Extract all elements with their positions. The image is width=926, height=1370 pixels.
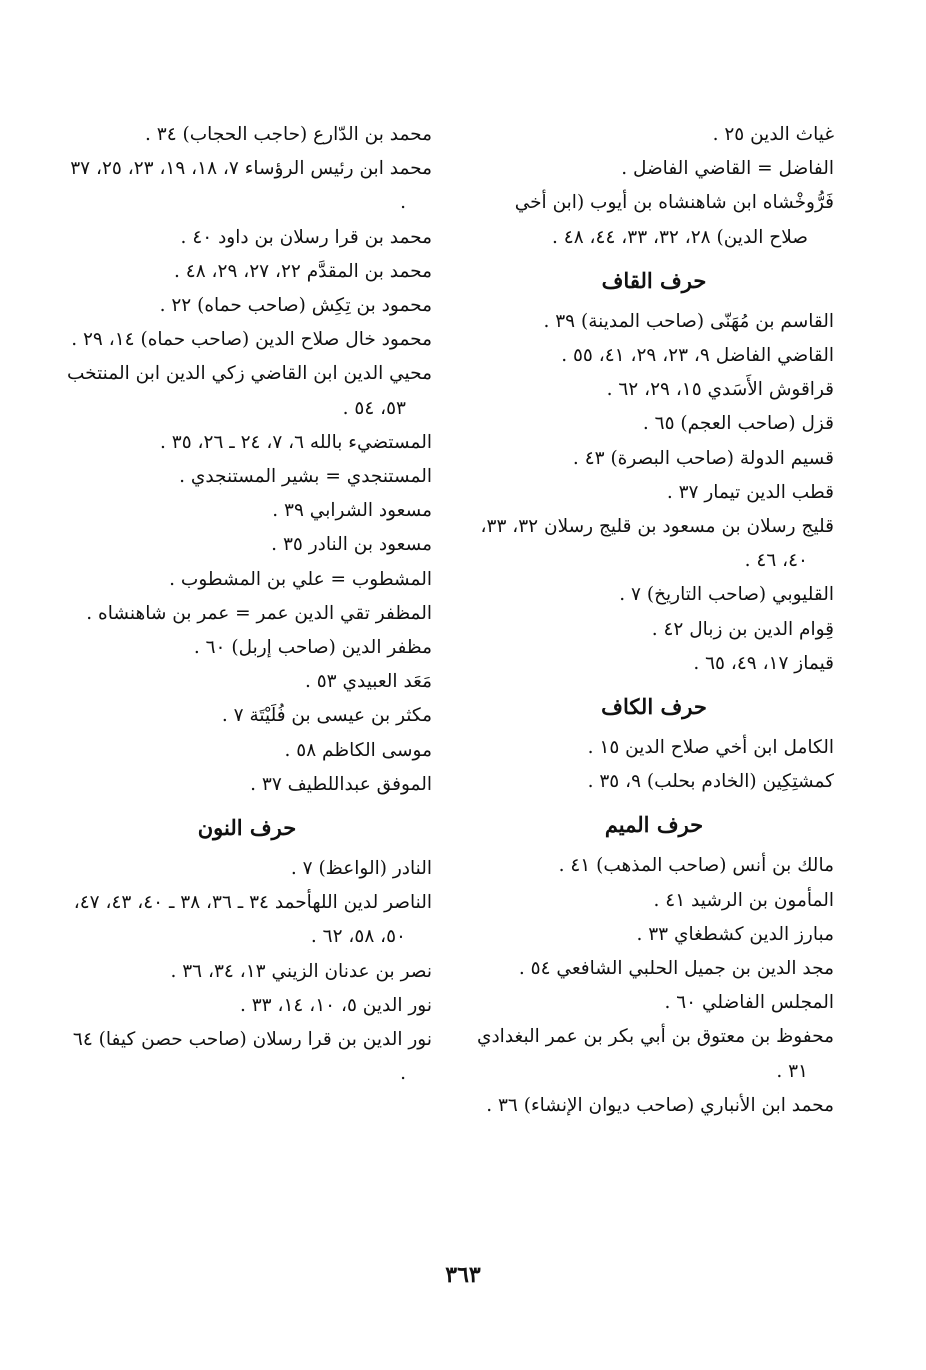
index-entry: نور الدين ٥، ١٠، ١٤، ٣٣ .	[239, 994, 432, 1016]
entries-qaf-list	[474, 305, 834, 681]
index-entry: المظفر تقي الدين عمر = عمر بن شاهنشاه .	[86, 602, 432, 624]
index-entry: موسى الكاظم ٥٨ .	[284, 739, 432, 761]
index-entry: الكامل ابن أخي صلاح الدين ١٥ .	[587, 737, 834, 759]
index-entry: محمد ابن الأنباري (صاحب ديوان الإنشاء) ٣٦ .	[486, 1094, 834, 1116]
entries-kaf-list	[474, 731, 834, 799]
index-entry: غياث الدين ٢٥ .	[712, 124, 834, 145]
index-entry: نور الدين بن قرا رسلان (صاحب حصن كيفا) ٦٤ .	[72, 1029, 432, 1085]
index-entry: الموفق عبداللطيف ٣٧ .	[250, 773, 432, 795]
entries-mim-list	[474, 849, 834, 1123]
index-entry: محمد بن قرا رسلان بن داود ٤٠ .	[180, 226, 432, 248]
index-entry: محيي الدين ابن القاضي زكي الدين ابن المنتخب ٥٣، ٥٤ .	[66, 363, 432, 419]
index-entry: المستضيء بالله ٦، ٧، ٢٤ ـ ٢٦، ٣٥ .	[160, 431, 432, 453]
index-entry: قليج رسلان بن مسعود بن قليج رسلان ٣٢، ٣٣، ٤٠، ٤٦ .	[480, 516, 834, 572]
index-entry: مبارز الدين كشطغاي ٣٣ .	[636, 923, 834, 945]
page-number: ٣٦٣	[445, 1262, 481, 1288]
index-entry: قيماز ١٧، ٤٩، ٦٥ .	[693, 652, 834, 674]
section-heading-nun: حرف النون	[197, 815, 297, 841]
index-entry: قِوام الدين بن زبال ٤٢ .	[651, 618, 834, 640]
section-heading-kaf: حرف الكاف	[601, 694, 707, 720]
index-entry: محمد ابن رئيس الرؤساء ٧، ١٨، ١٩، ٢٣، ٢٥، ٣٧ .	[70, 158, 432, 214]
index-entry: محمود خال صلاح الدين (صاحب حماه) ١٤، ٢٩ .	[71, 329, 432, 351]
index-entry: القاسم بن مُهَنّى (صاحب المدينة) ٣٩ .	[543, 310, 834, 332]
entries-nun-list	[62, 852, 432, 1091]
index-entry: المستنجدي = بشير المستنجدي .	[179, 466, 432, 488]
index-entry: مسعود الشرابي ٣٩ .	[272, 500, 432, 522]
index-entry: فَرُّوخْشاه ابن شاهنشاه بن أيوب (ابن أخي صلاح الدين) ٢٨، ٣٢، ٣٣، ٤٤، ٤٨ .	[514, 192, 834, 248]
index-entry: قطب الدين تيمار ٣٧ .	[666, 481, 834, 503]
index-entry: القليوبي (صاحب التاريخ) ٧ .	[619, 584, 834, 606]
index-entry: كمشتِكِين (الخادم بحلب) ٩، ٣٥ .	[587, 771, 834, 793]
index-entry: الناصر لدين اللهأحمد ٣٤ ـ ٣٦، ٣٨ ـ ٤٠، ٤٣، ٤٧، ٥٠، ٥٨، ٦٢ .	[73, 892, 432, 948]
index-entry: قسيم الدولة (صاحب البصرة) ٤٣ .	[572, 447, 834, 469]
index-entry: الفاضل = القاضي الفاضل .	[621, 158, 834, 180]
index-entry: النادر (الواعظ) ٧ .	[290, 858, 432, 880]
index-entry: المأمون بن الرشيد ٤١ .	[653, 889, 834, 911]
section-heading-mim: حرف الميم	[604, 812, 704, 838]
index-entry: قراقوش الأَسَدي ١٥، ٢٩، ٦٢ .	[606, 379, 834, 401]
index-entry: محمود بن تِكِش (صاحب حماه) ٢٢ .	[159, 295, 432, 317]
index-entry: محفوظ بن معتوق بن أبي بكر بن عمر البغدادي ٣١ .	[476, 1026, 834, 1082]
left-column	[62, 118, 432, 1091]
index-entry: قزل (صاحب العجم) ٦٥ .	[642, 413, 834, 435]
index-entry: المشطوب = علي بن المشطوب .	[169, 568, 432, 590]
index-entry: المجلس الفاضلي ٦٠ .	[664, 992, 834, 1014]
index-entry: مجد الدين بن جميل الحلبي الشافعي ٥٤ .	[518, 958, 834, 980]
section-heading-qaf: حرف القاف	[601, 267, 707, 293]
index-entry: القاضي الفاضل ٩، ٢٣، ٢٩، ٤١، ٥٥ .	[561, 345, 834, 367]
index-entry: نصر بن عدنان الزيني ١٣، ٣٤، ٣٦ .	[170, 960, 432, 982]
index-entry: محمد بن المقدَّم ٢٢، ٢٧، ٢٩، ٤٨ .	[174, 260, 432, 282]
right-column	[474, 118, 834, 1123]
index-entry: مالك بن أنس (صاحب المذهب) ٤١ .	[558, 855, 834, 877]
entries-mim-continued-list	[62, 118, 432, 802]
entries-top-list	[474, 118, 834, 255]
index-entry: محمد بن الدّارع (حاجب الحجاب) ٣٤ .	[145, 124, 432, 145]
index-entry: مَعَد العبيدي ٥٣ .	[304, 671, 432, 693]
index-entry: مسعود بن النادر ٣٥ .	[271, 534, 432, 556]
index-entry: مظفر الدين (صاحب إربل) ٦٠ .	[193, 637, 432, 659]
index-entry: مكثر بن عيسى بن فُلَيْتَة ٧ .	[221, 705, 432, 727]
